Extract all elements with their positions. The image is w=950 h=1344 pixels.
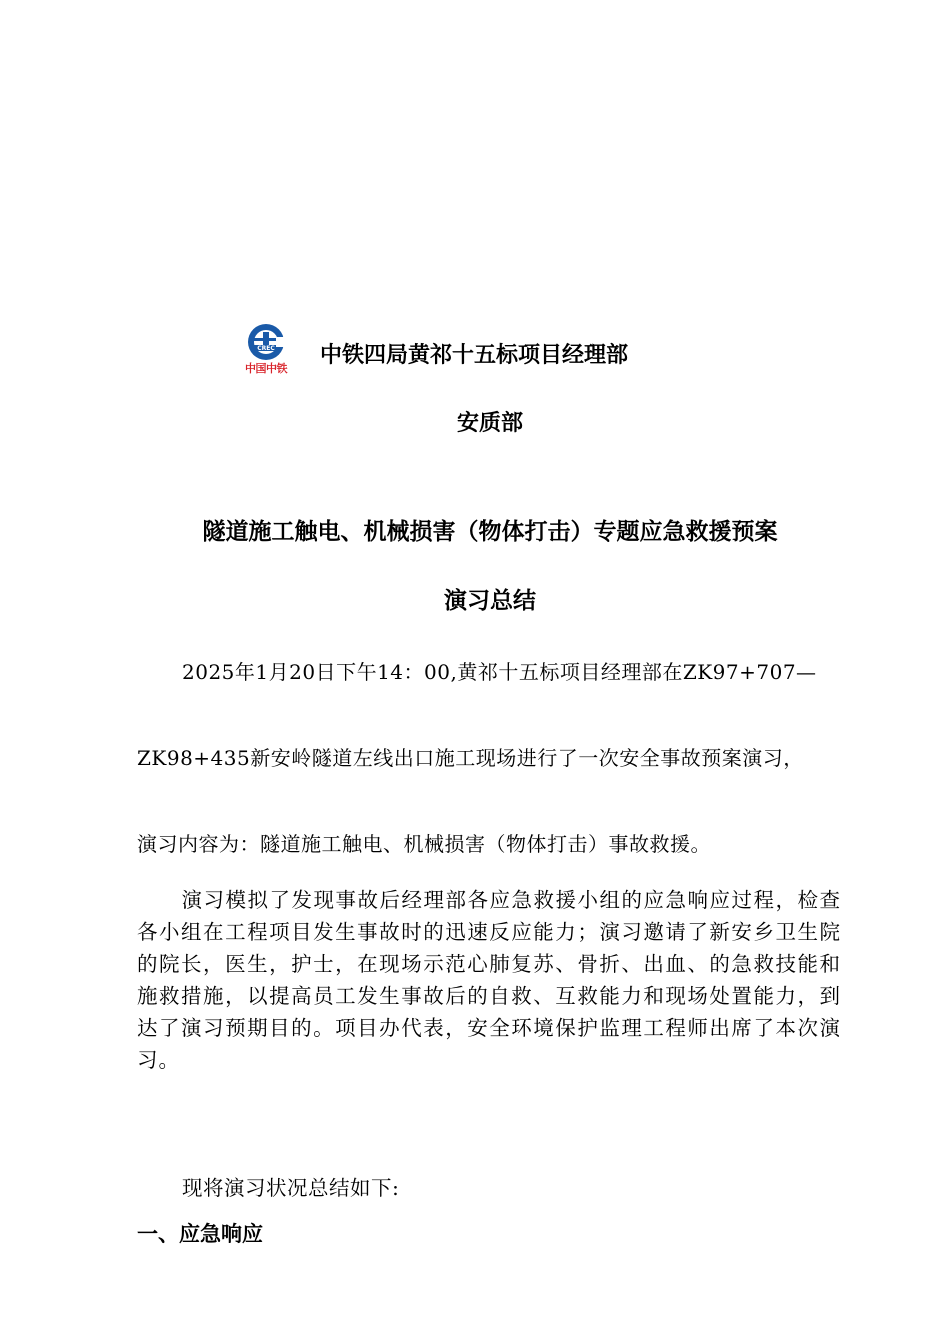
paragraph-2-text: 演习模拟了发现事故后经理部各应急救援小组的应急响应过程，检查各小组在工程项目发生事故时的迅速反应能力；演习邀请了新安乡卫生院的院长，医生，护士，在现场示范心肺复苏、骨折、出血、的急救技能和施救措施，以提高员工发生事故后的自救、互救能力和现场处置能力，到达了演习预期目的。项目办代表，安全环境保护监理工程师出席了本次演习。 (137, 888, 841, 1072)
document-title-line-1: 隧道施工触电、机械损害（物体打击）专题应急救援预案 (202, 519, 778, 545)
document-title-line-2: 演习总结 (444, 588, 536, 614)
organization-name: 中铁四局黄祁十五标项目经理部 (320, 343, 629, 368)
paragraph-3: 现将演习状况总结如下: (182, 1176, 400, 1200)
department-name: 安质部 (456, 411, 523, 436)
section-heading-1: 一、应急响应 (137, 1222, 263, 1246)
paragraph-2 (137, 884, 841, 1076)
logo-caption: 中国中铁 (245, 362, 287, 375)
company-logo (236, 322, 296, 378)
paragraph-1-line-2: ZK98+435新安岭隧道左线出口施工现场进行了一次安全事故预案演习， (137, 746, 804, 770)
logo-mark-text: CREC (257, 345, 275, 352)
paragraph-1-line-3: 演习内容为：隧道施工触电、机械损害（物体打击）事故救援。 (137, 832, 711, 856)
paragraph-1-line-1: 2025年1月20日下午14：00,黄祁十五标项目经理部在ZK97+707— (182, 660, 817, 684)
